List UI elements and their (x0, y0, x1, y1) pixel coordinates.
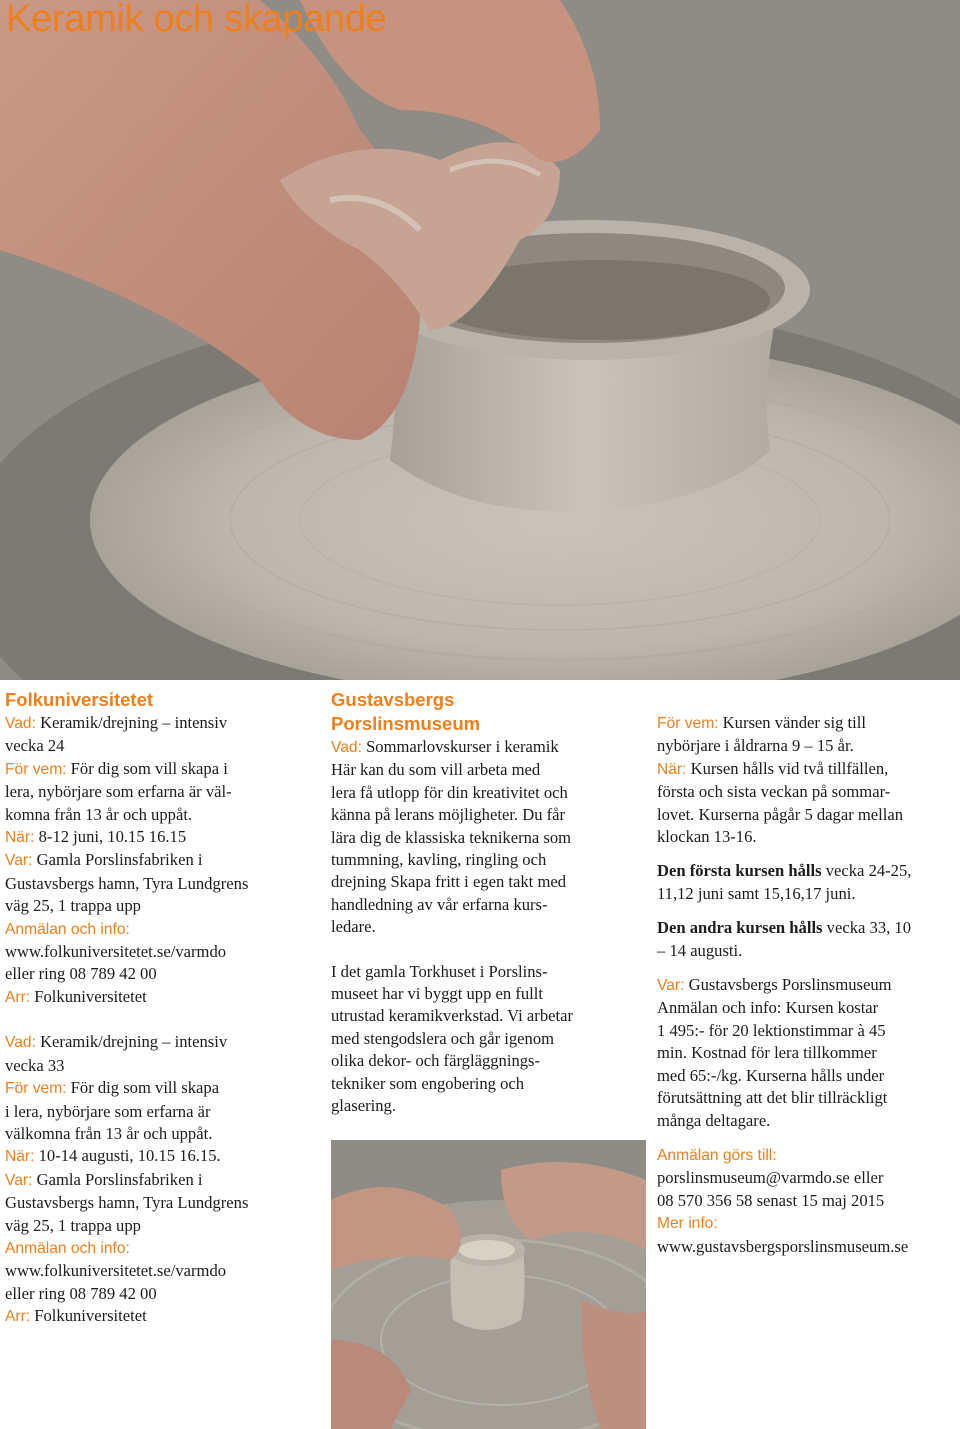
column-porslinsmuseum (331, 688, 631, 1118)
field-value: tummning, kavling, ringling och (331, 850, 547, 870)
course-description (331, 736, 631, 939)
field-value: Keramik/drejning – intensiv (35, 713, 228, 732)
text-line: olika dekor- och färgläggnings- (331, 1051, 541, 1071)
text-line (657, 1042, 957, 1064)
field-label: För vem: (657, 715, 719, 732)
page-title: Keramik och skapande (6, 0, 387, 40)
field-label: När: (5, 1148, 35, 1166)
field-value: lovet. Kurserna pågår 5 dagar mellan (657, 804, 904, 824)
text-line (5, 1101, 305, 1123)
first-course-line: Den första kursen hålls vecka 24-25, (657, 861, 912, 881)
text-line (5, 873, 305, 895)
field-value: ledare. (331, 917, 376, 937)
field-value: Anmälan och info: Kursen kostar (657, 998, 879, 1018)
first-course-dates: 11,12 juni samt 15,16,17 juni. (657, 883, 856, 903)
text-line (5, 963, 305, 985)
text-line (331, 759, 631, 781)
field-value: Keramik/drejning – intensiv (35, 1032, 228, 1052)
text-line: tekniker som engobering och (331, 1073, 525, 1093)
field-value: många deltagare. (657, 1110, 771, 1130)
field-value: eller ring 08 789 42 00 (5, 1283, 157, 1303)
section-heading-line2: Porslinsmuseum (331, 713, 481, 734)
field-label: Var: (5, 1171, 33, 1189)
text-line (657, 1167, 957, 1189)
text-line (331, 916, 631, 938)
text-line (5, 1145, 305, 1168)
field-value: 1 495:- för 20 lektionstimmar à 45 (657, 1020, 886, 1040)
field-label: För vem: (5, 760, 67, 778)
text-line (331, 804, 631, 826)
text-line: med stengodslera och går igenom (331, 1028, 555, 1048)
text-line (331, 849, 631, 871)
hero-photo (0, 0, 960, 680)
column-folkuniversitetet (5, 688, 305, 1329)
field-value: Gustavsbergs Porslinsmuseum (684, 975, 892, 995)
text-line (657, 758, 957, 781)
field-label: Anmälan görs till: (657, 1146, 777, 1164)
text-line (657, 804, 957, 826)
text-line (657, 974, 957, 997)
text-line (657, 1236, 957, 1258)
field-value: första och sista veckan på sommar- (657, 782, 891, 802)
field-value: Här kan du som vill arbeta med (331, 760, 541, 780)
field-label: Anmälan och info: (5, 1239, 130, 1257)
field-value: Kursen hålls vid två tillfällen, (686, 758, 889, 778)
field-label: Arr: (5, 1308, 31, 1326)
text-line: utrustad keramikverkstad. Vi arbetar (331, 1006, 573, 1026)
text-line: museet har vi byggt upp en fullt (331, 984, 543, 1004)
field-value: Kursen vänder sig till (718, 713, 866, 732)
small-cup-wheel-illustration (331, 1140, 646, 1429)
field-value: min. Kostnad för lera tillkommer (657, 1043, 877, 1063)
text-line: I det gamla Torkhuset i Porslins- (331, 961, 548, 981)
field-label: När: (5, 829, 35, 847)
course-block-week33 (5, 1031, 305, 1328)
field-label: När: (657, 760, 687, 778)
text-line (657, 1087, 957, 1109)
field-value: lera, nybörjare som erfarna är väl- (5, 782, 232, 802)
pottery-wheel-illustration (0, 0, 960, 680)
field-value: Gamla Porslinsfabriken i (32, 850, 203, 870)
text-line (657, 1065, 957, 1087)
field-label: Vad: (331, 739, 362, 756)
field-value: drejning Skapa fritt i egen takt med (331, 872, 567, 892)
text-line (331, 736, 631, 759)
second-course-line: Den andra kursen hålls vecka 33, 10 (657, 918, 912, 938)
field-value: Folkuniversitetet (30, 986, 147, 1006)
field-value: Gamla Porslinsfabriken i (32, 1169, 203, 1189)
field-value: lära dig de klassiska teknikerna som (331, 827, 572, 847)
section-heading-line1: Gustavsbergs (331, 689, 455, 710)
text-line (5, 712, 305, 735)
text-line (5, 1215, 305, 1237)
text-line (657, 1110, 957, 1132)
column-course-details (657, 712, 957, 1258)
thumb-photo (331, 1140, 646, 1429)
field-value: www.gustavsbergsporslinsmuseum.se (657, 1236, 909, 1256)
text-line (5, 735, 305, 757)
text-line (5, 895, 305, 917)
text-line (5, 1305, 305, 1328)
text-line (5, 1055, 305, 1077)
field-label: Var: (657, 977, 685, 995)
field-label: Mer info: (657, 1215, 718, 1233)
text-line (5, 781, 305, 803)
text-line (5, 849, 305, 872)
text-line (331, 827, 631, 849)
text-line (5, 1283, 305, 1305)
text-line (5, 918, 305, 941)
field-value: För dig som vill skapa i (66, 758, 228, 778)
field-value: klockan 13-16. (657, 827, 757, 847)
second-course-dates: – 14 augusti. (657, 940, 743, 960)
text-line (5, 986, 305, 1009)
text-line (657, 1190, 957, 1212)
text-line (5, 1192, 305, 1214)
text-line (5, 1169, 305, 1192)
text-line (5, 1031, 305, 1054)
field-value: förutsättning att det blir tillräckligt (657, 1088, 888, 1108)
text-line (5, 758, 305, 781)
text-line (5, 826, 305, 849)
field-value: eller ring 08 789 42 00 (5, 964, 157, 984)
field-value: väg 25, 1 trappa upp (5, 896, 141, 916)
registration-info (657, 1144, 957, 1258)
text-line (5, 1077, 305, 1100)
field-value: Gustavsbergs hamn, Tyra Lundgrens (5, 1193, 249, 1213)
field-value: handledning av vår erfarna kurs- (331, 894, 548, 914)
field-value: komna från 13 år och uppåt. (5, 804, 193, 824)
field-value: 10-14 augusti, 10.15 16.15. (34, 1146, 221, 1166)
text-line (657, 712, 957, 735)
field-label: Var: (5, 852, 33, 870)
text-line (5, 941, 305, 963)
text-line (331, 782, 631, 804)
field-value: www.folkuniversitetet.se/varmdo (5, 1261, 227, 1281)
field-value: Folkuniversitetet (30, 1306, 147, 1326)
text-line (657, 1020, 957, 1042)
text-line (5, 1123, 305, 1145)
text-line (657, 781, 957, 803)
field-value: www.folkuniversitetet.se/varmdo (5, 942, 227, 962)
audience-and-dates (657, 712, 957, 848)
text-line (331, 871, 631, 893)
field-value: välkomna från 13 år och uppåt. (5, 1123, 213, 1143)
field-value: nybörjare i åldrarna 9 – 15 år. (657, 736, 854, 756)
field-value: lera få utlopp för din kreativitet och (331, 782, 568, 802)
field-value: Sommarlovskurser i keramik (361, 737, 559, 756)
text-line (5, 1260, 305, 1282)
course-block-week24 (5, 712, 305, 1009)
text-line: glasering. (331, 1096, 396, 1116)
field-value: porslinsmuseum@varmdo.se eller (657, 1168, 884, 1188)
location-and-price (657, 974, 957, 1132)
field-value: vecka 33 (5, 1055, 65, 1075)
field-label: För vem: (5, 1080, 67, 1098)
field-value: i lera, nybörjare som erfarna är (5, 1101, 211, 1121)
field-label: Vad: (5, 715, 36, 732)
field-value: Gustavsbergs hamn, Tyra Lundgrens (5, 873, 249, 893)
text-line (657, 735, 957, 757)
field-label: Arr: (5, 988, 31, 1006)
text-line (657, 1212, 957, 1235)
field-value: med 65:-/kg. Kurserna hålls under (657, 1065, 885, 1085)
field-label: Vad: (5, 1034, 36, 1052)
field-value: 8-12 juni, 10.15 16.15 (34, 827, 187, 847)
text-line (657, 997, 957, 1019)
text-line (657, 1144, 957, 1167)
field-label: Anmälan och info: (5, 920, 130, 938)
field-value: För dig som vill skapa (66, 1078, 220, 1098)
text-line (5, 804, 305, 826)
text-line (5, 1237, 305, 1260)
field-value: 08 570 356 58 senast 15 maj 2015 (657, 1190, 885, 1210)
text-line (331, 894, 631, 916)
section-heading: Folkuniversitetet (5, 689, 154, 710)
workshop-description (331, 961, 631, 1118)
field-value: vecka 24 (5, 736, 65, 756)
text-line (657, 826, 957, 848)
field-value: väg 25, 1 trappa upp (5, 1215, 141, 1235)
field-value: känna på lerans möjligheter. Du får (331, 805, 566, 825)
